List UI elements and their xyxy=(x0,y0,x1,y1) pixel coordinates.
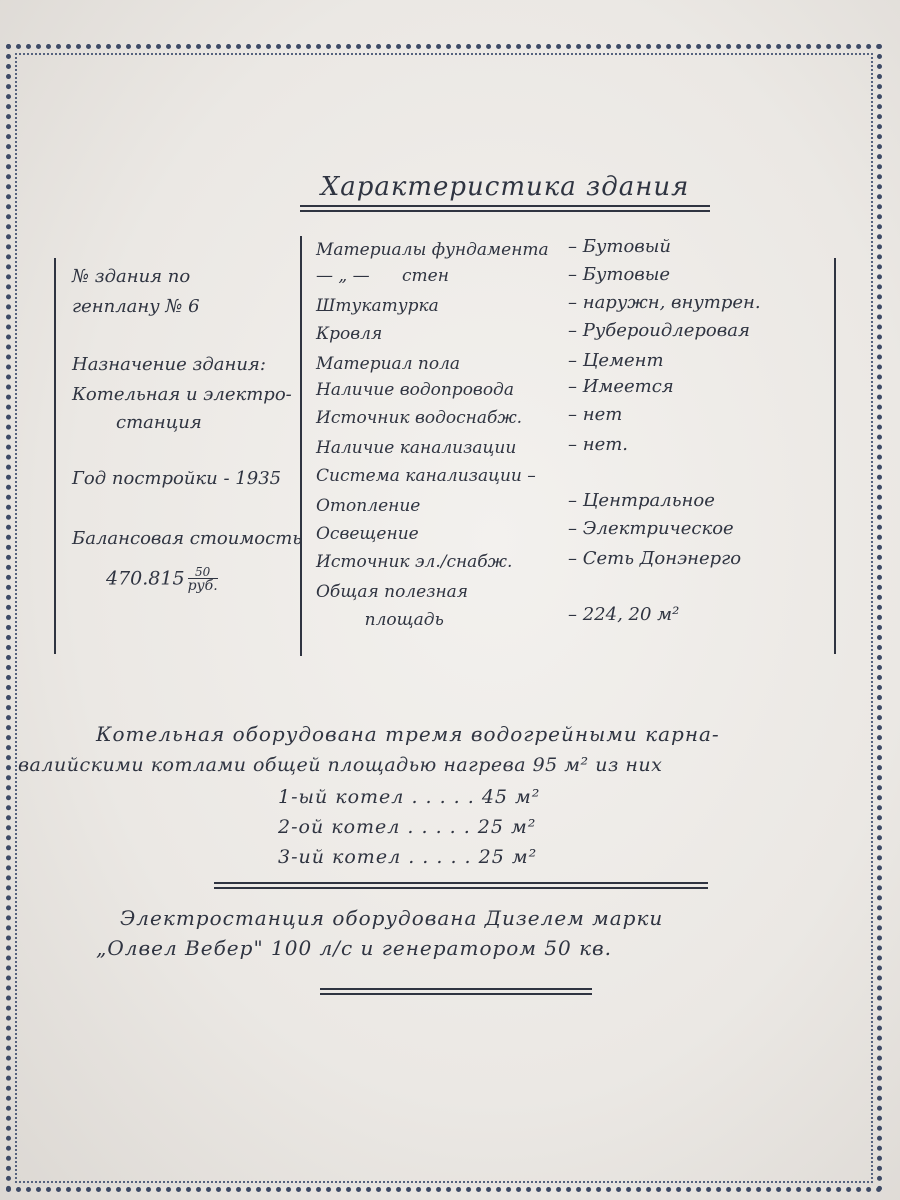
spec-name: Общая полезная xyxy=(316,582,469,602)
spec-value: – 224, 20 м² xyxy=(568,604,680,625)
spec-name: Материал пола xyxy=(316,354,461,374)
building-number-line1: № здания по xyxy=(72,266,191,287)
spec-value: – Центральное xyxy=(568,490,715,511)
spec-name: Материалы фундамента xyxy=(316,240,549,260)
spec-name: Штукатурка xyxy=(316,296,439,316)
spec-name: Кровля xyxy=(316,324,383,344)
balance-label: Балансовая стоимость xyxy=(72,528,303,549)
spec-name: — „ — стен xyxy=(316,266,449,286)
spec-name: площадь xyxy=(316,610,444,630)
right-border-line xyxy=(834,258,836,654)
balance-fraction xyxy=(188,566,218,593)
title-underline xyxy=(300,205,710,207)
boiler-paragraph-line2: валийскими котлами общей площадью нагрева 95 м² из них xyxy=(18,754,663,776)
page-title: Характеристика здания xyxy=(320,172,690,202)
spec-name: Освещение xyxy=(316,524,419,544)
left-border-line xyxy=(54,258,56,654)
title-underline-second xyxy=(300,210,710,212)
balance-kopecks: 50 xyxy=(188,566,218,579)
purpose-line2: станция xyxy=(116,412,202,433)
boiler-item: 1-ый котел . . . . . 45 м² xyxy=(278,786,541,808)
section-divider-second xyxy=(214,887,708,889)
boiler-item: 2-ой котел . . . . . 25 м² xyxy=(278,816,537,838)
column-divider xyxy=(300,236,302,656)
spec-value: – Сеть Донэнерго xyxy=(568,548,742,569)
balance-unit: руб. xyxy=(187,578,218,594)
balance-amount: 470.815 xyxy=(106,567,185,590)
spec-value: – нет. xyxy=(568,434,629,455)
purpose-label: Назначение здания: xyxy=(72,354,266,375)
boiler-paragraph-line1: Котельная оборудована тремя водогрейными карна- xyxy=(96,722,720,746)
year-built: Год постройки - 1935 xyxy=(72,468,282,489)
spec-name: Источник эл./снабж. xyxy=(316,552,513,572)
closing-rule-second xyxy=(320,993,592,995)
power-paragraph-line2: „Олвел Вебер" 100 л/с и генератором 50 кв. xyxy=(96,936,613,960)
section-divider xyxy=(214,882,708,884)
spec-value: – Рубероидлеровая xyxy=(568,320,750,341)
balance-value xyxy=(106,566,218,593)
spec-value: – наружн, внутрен. xyxy=(568,292,761,313)
spec-name: Система канализации – xyxy=(316,466,536,486)
spec-value: – Бутовые xyxy=(568,264,671,285)
spec-name: Отопление xyxy=(316,496,421,516)
spec-value: – Цемент xyxy=(568,350,664,371)
spec-value: – Бутовый xyxy=(568,236,672,257)
building-number-line2: генплану № 6 xyxy=(72,296,200,317)
closing-rule xyxy=(320,988,592,990)
power-paragraph-line1: Электростанция оборудована Дизелем марки xyxy=(120,906,664,930)
purpose-line1: Котельная и электро- xyxy=(72,384,292,405)
boiler-item: 3-ий котел . . . . . 25 м² xyxy=(278,846,538,868)
spec-value: – Имеется xyxy=(568,376,674,397)
spec-value: – нет xyxy=(568,404,623,425)
spec-name: Наличие канализации xyxy=(316,438,517,458)
spec-name: Наличие водопровода xyxy=(316,380,514,400)
spec-name: Источник водоснабж. xyxy=(316,408,523,428)
spec-value: – Электрическое xyxy=(568,518,734,539)
decorative-border xyxy=(6,44,882,1192)
